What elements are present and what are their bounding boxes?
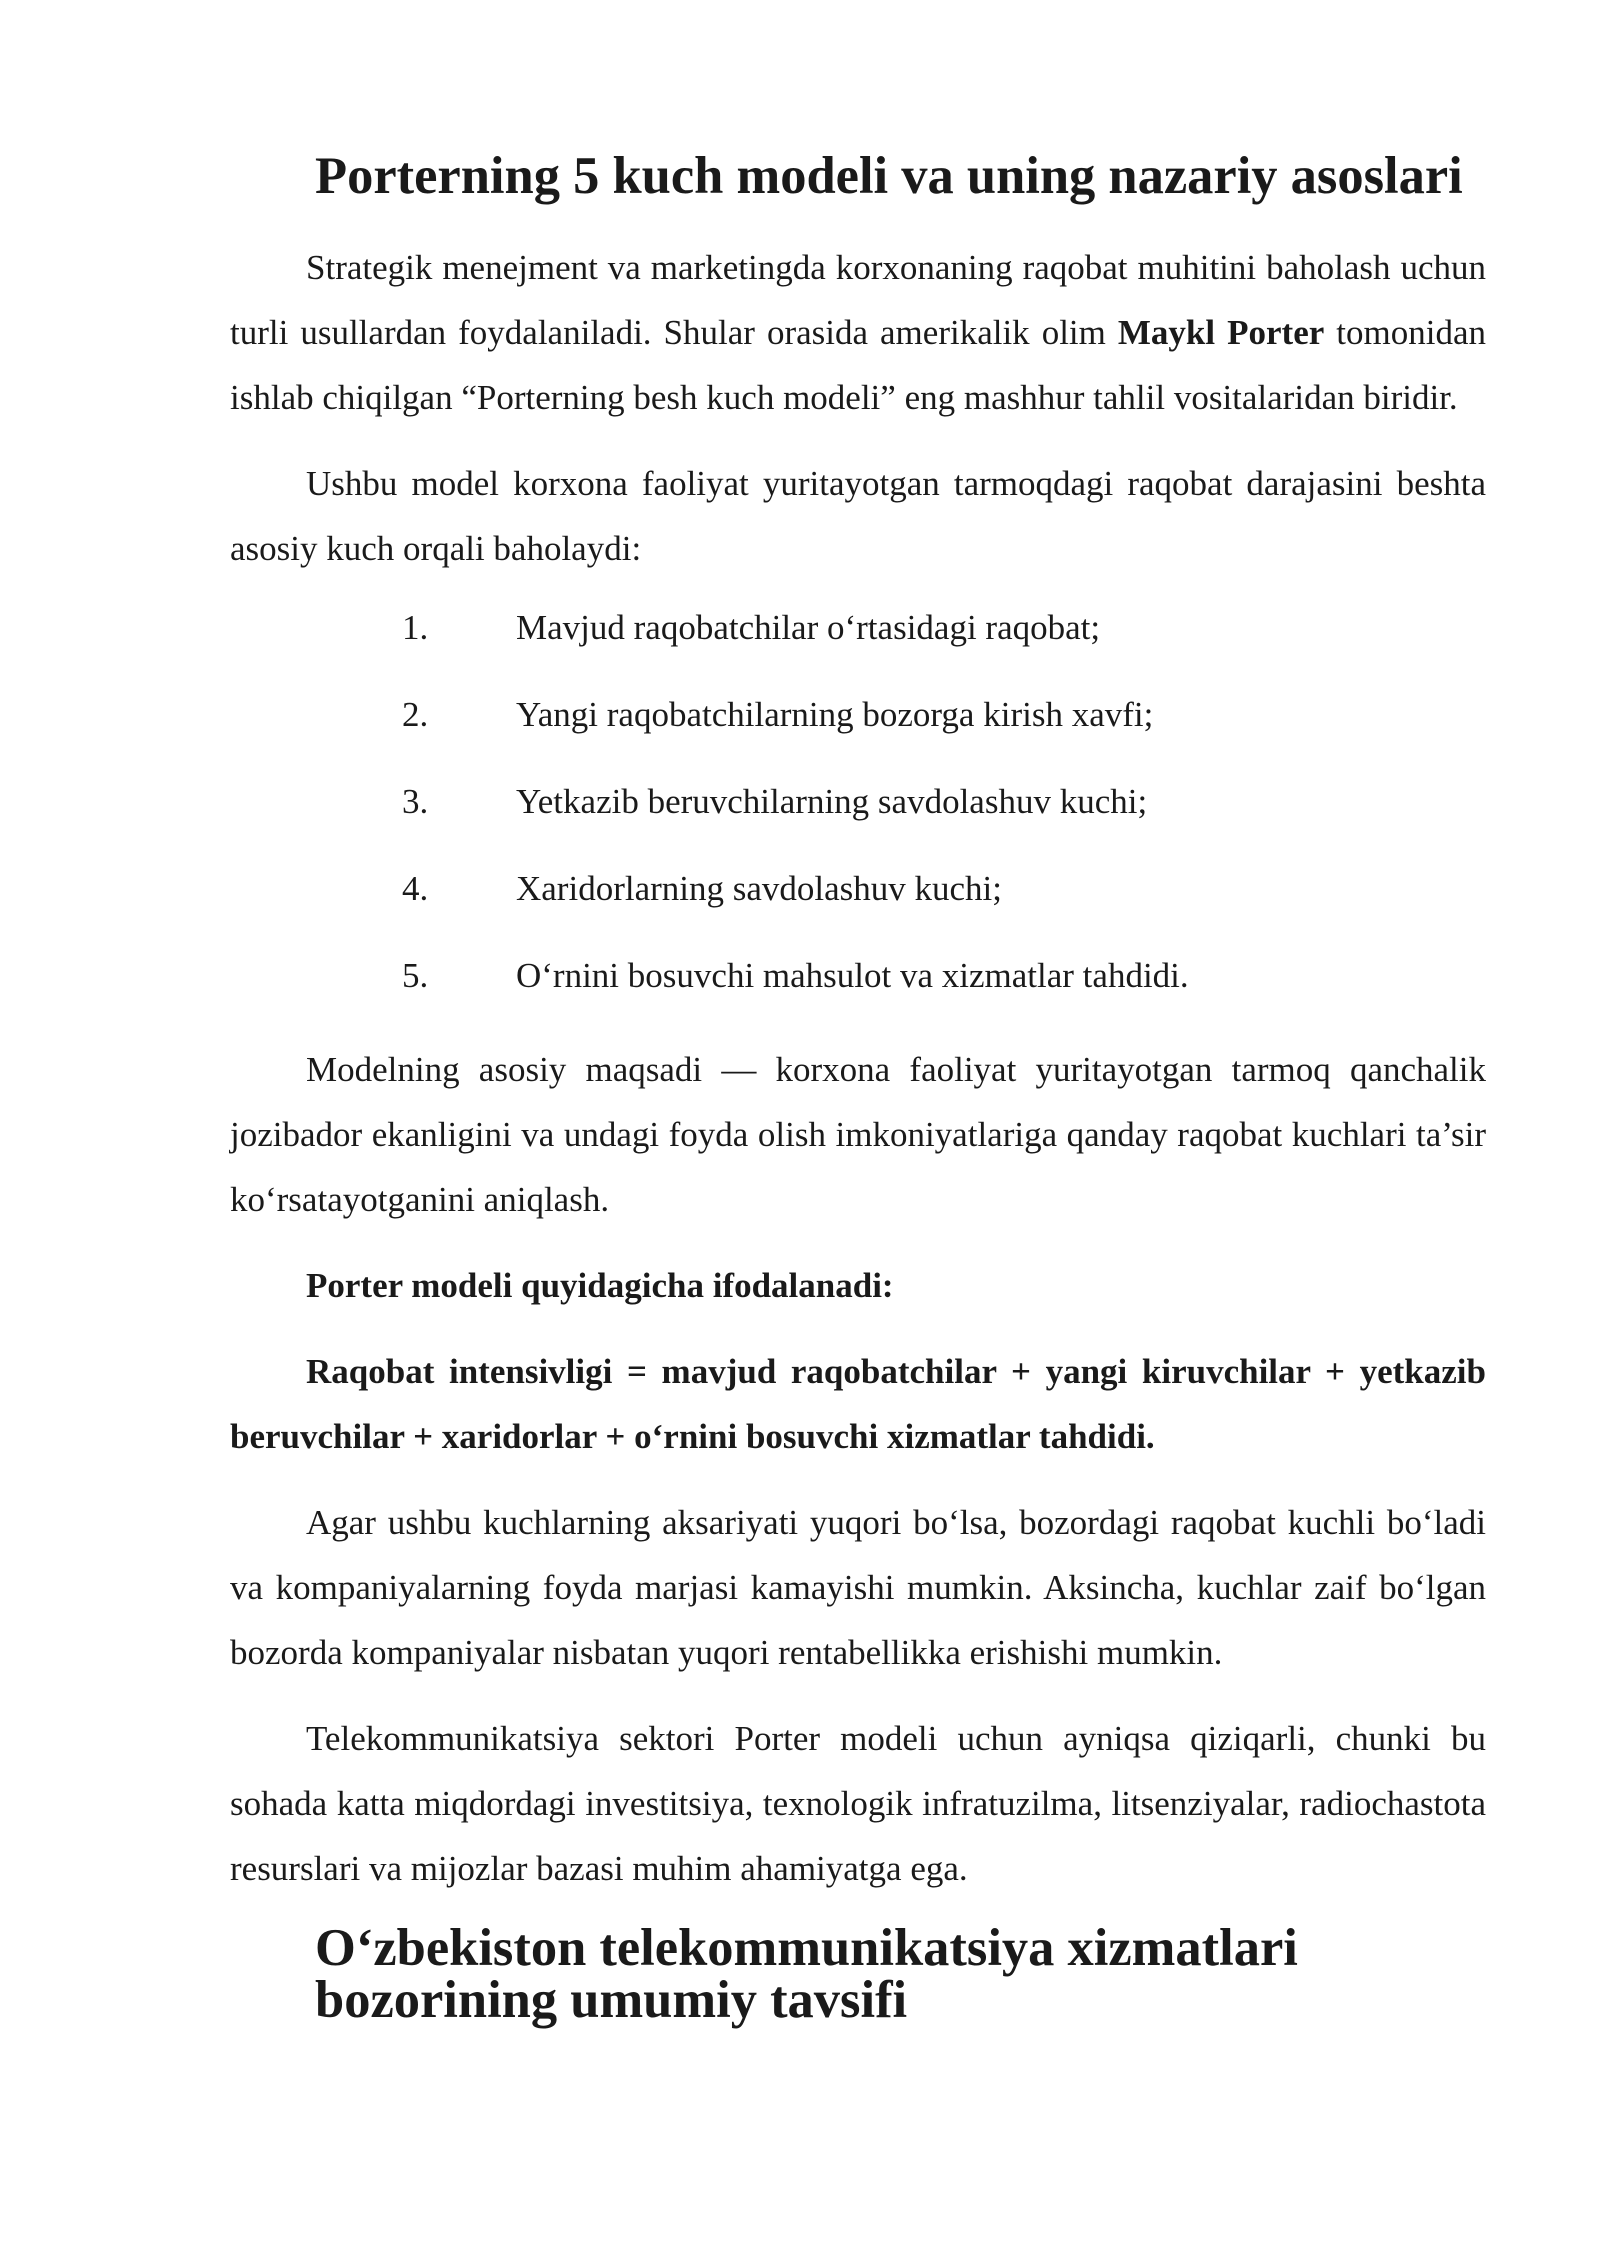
list-item-number: 2. [402, 695, 429, 734]
list-item-text: Mavjud raqobatchilar o‘rtasidagi raqobat; [516, 608, 1101, 647]
list-item [230, 602, 1486, 667]
forces-list [230, 602, 1486, 1015]
list-item-text: Xaridorlarning savdolashuv kuchi; [516, 869, 1003, 908]
impact-paragraph: Agar ushbu kuchlarning aksariyati yuqori bo‘lsa, bozordagi raqobat kuchli bo‘ladi va kompaniyalarning foyda marjasi kamayishi mumkin. Aksincha, kuchlar zaif bo‘lgan bozorda kompaniyalar nisbatan yuqori rentabellikka erishishi mumkin. [230, 1503, 1486, 1672]
document-page [230, 147, 1486, 2029]
model-intro-paragraph: Ushbu model korxona faoliyat yuritayotgan tarmoqdagi raqobat darajasini beshta asosiy kuch orqali baholaydi: [230, 464, 1486, 568]
list-item-text: Yangi raqobatchilarning bozorga kirish xavfi; [516, 695, 1154, 734]
intro-text-end: tomonidan ishlab chiqilgan “Porterning besh kuch modeli” eng mashhur tahlil vositalaridan biridir. [230, 313, 1486, 417]
list-item [230, 689, 1486, 754]
list-item [230, 776, 1486, 841]
list-item-number: 1. [402, 608, 429, 647]
list-item-number: 4. [402, 869, 429, 908]
intro-paragraph [230, 235, 1486, 430]
formula-paragraph: Raqobat intensivligi = mavjud raqobatchilar + yangi kiruvchilar + yetkazib beruvchilar + xaridorlar + o‘rnini bosuvchi xizmatlar tahdidi. [230, 1352, 1486, 1456]
telecom-paragraph: Telekommunikatsiya sektori Porter modeli uchun ayniqsa qiziqarli, chunki bu sohada katta miqdordagi investitsiya, texnologik infratuzilma, litsenziyalar, radiochastota resurslari va mijozlar bazasi muhim ahamiyatga ega. [230, 1719, 1486, 1888]
list-item [230, 950, 1486, 1015]
list-item-number: 5. [402, 956, 429, 995]
intro-text-start: Strategik menejment va marketingda korxonaning raqobat muhitini baholash uchun turli usullardan foydalaniladi. Shular orasida amerikalik olim [230, 248, 1486, 352]
purpose-paragraph: Modelning asosiy maqsadi — korxona faoliyat yuritayotgan tarmoq qanchalik jozibador ekanligini va undagi foyda olish imkoniyatlariga qanday raqobat kuchlari ta’sir ko‘rsatayotganini aniqlash. [230, 1050, 1486, 1219]
list-item-number: 3. [402, 782, 429, 821]
expression-label: Porter modeli quyidagicha ifodalanadi: [306, 1266, 894, 1305]
list-item [230, 863, 1486, 928]
next-section-title: O‘zbekiston telekommunikatsiya xizmatlari bozorining umumiy tavsifi [315, 1919, 1298, 2029]
list-item-text: O‘rnini bosuvchi mahsulot va xizmatlar tahdidi. [516, 956, 1189, 995]
section-title: Porterning 5 kuch modeli va uning nazariy asoslari [315, 147, 1463, 205]
list-item-text: Yetkazib beruvchilarning savdolashuv kuchi; [516, 782, 1148, 821]
author-name: Maykl Porter [1117, 313, 1325, 352]
